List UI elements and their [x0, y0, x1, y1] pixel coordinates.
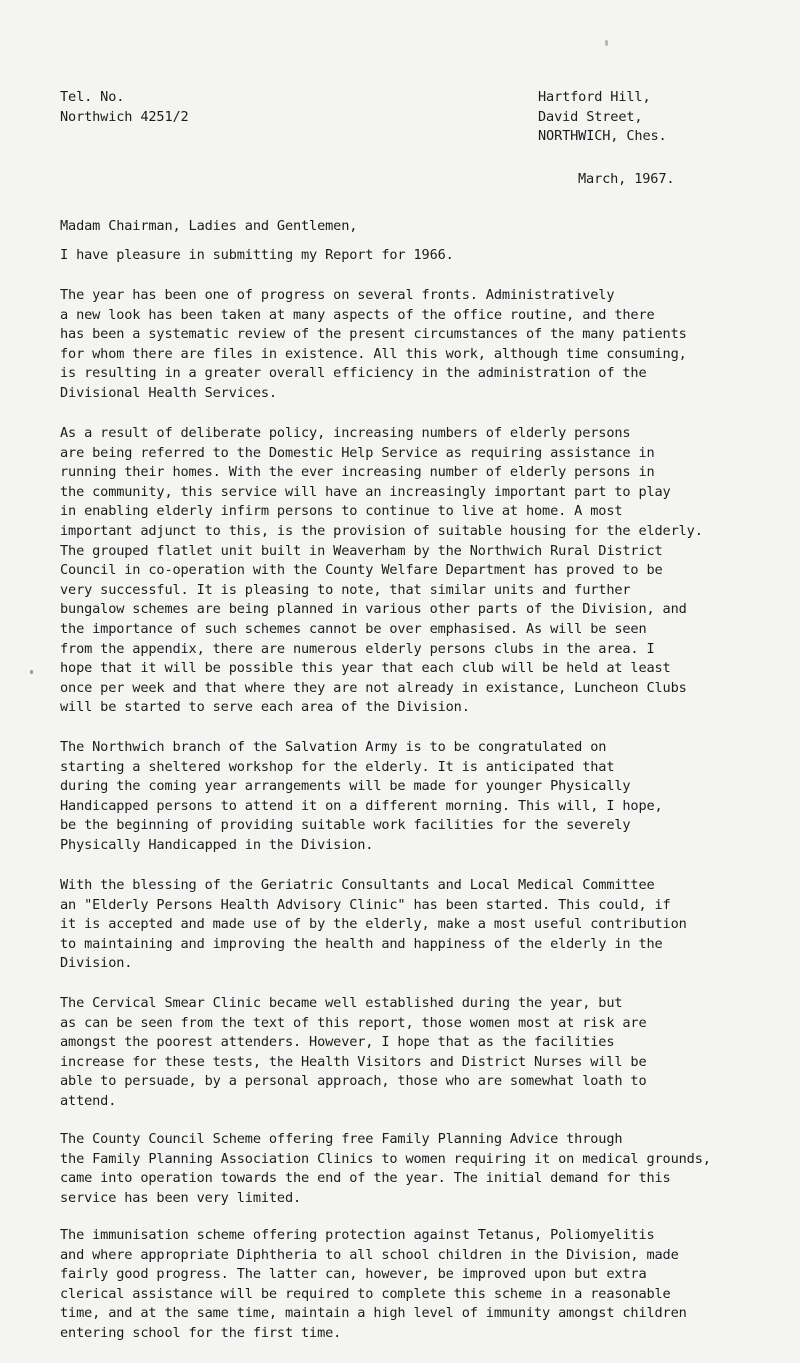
paragraph-cervical-smear — [60, 994, 760, 1112]
text-line: With the blessing of the Geriatric Consultants and Local Medical Committee — [60, 877, 655, 893]
text-line: to maintaining and improving the health and happiness of the elderly in the — [60, 935, 663, 952]
text-line: the importance of such schemes cannot be over emphasised. As will be seen — [60, 620, 647, 637]
opening-line: I have pleasure in submitting my Report for 1966. — [60, 247, 454, 263]
text-line: The Northwich branch of the Salvation Army is to be congratulated on — [60, 739, 607, 755]
text-line: attend. — [60, 1092, 117, 1109]
telephone-block — [60, 88, 189, 127]
text-line: is resulting in a greater overall efficiency in the administration of the — [60, 365, 647, 382]
text-line: The County Council Scheme offering free Family Planning Advice through — [60, 1131, 623, 1147]
text-line: time, and at the same time, maintain a high level of immunity amongst children — [60, 1305, 687, 1322]
text-line: it is accepted and made use of by the elderly, make a most useful contribution — [60, 916, 687, 933]
text-line: as can be seen from the text of this report, those women most at risk are — [60, 1014, 647, 1031]
paragraph-elderly-services — [60, 424, 760, 718]
text-line: The immunisation scheme offering protection against Tetanus, Poliomyelitis — [60, 1227, 655, 1243]
text-line: for whom there are files in existence. All this work, although time consuming, — [60, 345, 687, 362]
paragraph-family-planning — [60, 1130, 760, 1208]
text-line: came into operation towards the end of the year. The initial demand for this — [60, 1170, 671, 1187]
text-line: very successful. It is pleasing to note, that similar units and further — [60, 581, 631, 598]
address-line: NORTHWICH, Ches. — [538, 128, 667, 145]
address-line: Hartford Hill, — [538, 89, 651, 105]
text-line: The year has been one of progress on several fronts. Administratively — [60, 287, 615, 303]
text-line: during the coming year arrangements will be made for younger Physically — [60, 778, 631, 795]
text-line: Physically Handicapped in the Division. — [60, 836, 374, 853]
text-line: once per week and that where they are not already in existance, Luncheon Clubs — [60, 679, 687, 696]
address-block — [538, 88, 667, 147]
paragraph-geriatric-clinic — [60, 876, 760, 974]
text-line: Divisional Health Services. — [60, 384, 277, 401]
text-line: the community, this service will have an increasingly important part to play — [60, 483, 671, 500]
text-line: able to persuade, by a personal approach, those who are somewhat loath to — [60, 1073, 647, 1090]
text-line: running their homes. With the ever increasing number of elderly persons in — [60, 464, 655, 481]
text-line: important adjunct to this, is the provision of suitable housing for the elderly. — [60, 522, 703, 539]
paper-speck — [605, 40, 608, 46]
text-line: will be started to serve each area of the Division. — [60, 699, 470, 716]
text-line: Division. — [60, 955, 133, 972]
text-line: and where appropriate Diphtheria to all school children in the Division, made — [60, 1246, 679, 1263]
text-line: entering school for the first time. — [60, 1324, 342, 1341]
text-line: a new look has been taken at many aspects of the office routine, and there — [60, 306, 655, 323]
address-line: David Street, — [538, 108, 643, 125]
margin-mark — [30, 670, 33, 674]
text-line: the Family Planning Association Clinics to women requiring it on medical grounds, — [60, 1150, 711, 1167]
text-line: Handicapped persons to attend it on a different morning. This will, I hope, — [60, 797, 663, 814]
text-line: starting a sheltered workshop for the elderly. It is anticipated that — [60, 758, 615, 775]
tel-label: Tel. No. — [60, 89, 125, 105]
text-line: The grouped flatlet unit built in Weaverham by the Northwich Rural District — [60, 542, 663, 559]
text-line: in enabling elderly infirm persons to continue to live at home. A most — [60, 503, 623, 520]
text-line: The Cervical Smear Clinic became well established during the year, but — [60, 995, 623, 1011]
paragraph-salvation-army — [60, 738, 760, 856]
paragraph-administration — [60, 286, 760, 404]
letter-date: March, 1967. — [578, 171, 675, 187]
text-line: clerical assistance will be required to complete this scheme in a reasonable — [60, 1285, 671, 1302]
text-line: Council in co-operation with the County Welfare Department has proved to be — [60, 562, 663, 579]
text-line: be the beginning of providing suitable work facilities for the severely — [60, 817, 631, 834]
tel-number: Northwich 4251/2 — [60, 108, 189, 125]
text-line: bungalow schemes are being planned in various other parts of the Division, and — [60, 601, 687, 618]
text-line: from the appendix, there are numerous elderly persons clubs in the area. I — [60, 640, 655, 657]
text-line: has been a systematic review of the present circumstances of the many patients — [60, 326, 687, 343]
text-line: amongst the poorest attenders. However, I hope that as the facilities — [60, 1034, 615, 1051]
paragraph-immunisation — [60, 1226, 760, 1344]
text-line: service has been very limited. — [60, 1189, 302, 1206]
text-line: fairly good progress. The latter can, however, be improved upon but extra — [60, 1266, 647, 1283]
text-line: are being referred to the Domestic Help Service as requiring assistance in — [60, 444, 655, 461]
text-line: increase for these tests, the Health Visitors and District Nurses will be — [60, 1053, 647, 1070]
salutation: Madam Chairman, Ladies and Gentlemen, — [60, 218, 358, 234]
text-line: As a result of deliberate policy, increasing numbers of elderly persons — [60, 425, 631, 441]
text-line: an "Elderly Persons Health Advisory Clinic" has been started. This could, if — [60, 896, 671, 913]
text-line: hope that it will be possible this year that each club will be held at least — [60, 660, 671, 677]
